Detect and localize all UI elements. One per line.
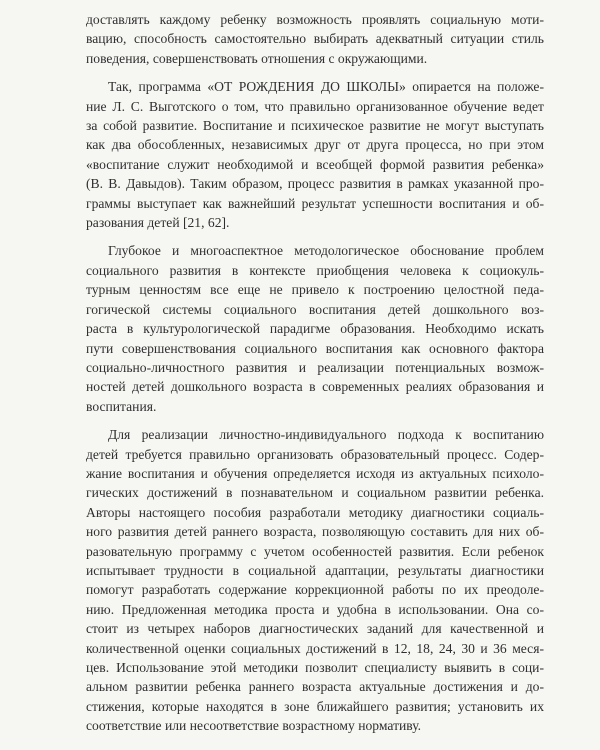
text-line: как два обособленных, независимых друг от друга процесса, но при этом xyxy=(86,137,544,153)
text-line: нию. Предложенная методика проста и удобна в использовании. Она со- xyxy=(86,601,544,617)
text-line: гогической системы социального воспитания детей дошкольного воз- xyxy=(86,301,544,317)
paragraph-3 xyxy=(86,241,544,416)
text-line: ние Л. С. Выготского о том, что правильно организованное обучение ведет xyxy=(86,98,544,114)
text-line: альном развитии ребенка раннего возраста актуальные достижения и до- xyxy=(86,679,544,695)
text-line: ностей детей дошкольного возраста в современных реалиях образования и xyxy=(86,379,544,395)
text-line: социального развития в контексте приобщения человека к социокуль- xyxy=(86,262,544,278)
text-line: турным ценностям все еще не привело к построению целостной педа- xyxy=(86,282,544,298)
text-line: раста в культурологической парадигме образования. Необходимо искать xyxy=(86,321,544,337)
text-line: доставлять каждому ребенку возможность проявлять социальную моти- xyxy=(86,12,544,27)
text-line: вацию, способность самостоятельно выбирать адекватный ситуации стиль xyxy=(86,31,544,47)
text-line: стижения, которые находятся в зоне ближайшего развития; установить их xyxy=(86,698,544,714)
text-line: Для реализации личностно-индивидуального подхода к воспитанию xyxy=(108,427,544,443)
paragraph-2 xyxy=(86,77,544,232)
text-line: поведения, совершенствовать отношения с окружающими. xyxy=(86,50,428,66)
text-line: Авторы настоящего пособия разработали методику диагностики социаль- xyxy=(86,504,544,520)
text-line: помогут разработать содержание коррекционной работы по их преодоле- xyxy=(86,582,544,598)
text-line: разования детей [21, 62]. xyxy=(86,215,230,231)
text-line: воспитания. xyxy=(86,398,157,414)
text-line: разовательную программу с учетом особенностей развития. Если ребенок xyxy=(86,543,544,559)
text-line: испытывает трудности в социальной адаптации, результаты диагностики xyxy=(86,562,544,578)
text-line: Так, программа «ОТ РОЖДЕНИЯ ДО ШКОЛЫ» опирается на положе- xyxy=(108,79,544,95)
body-text xyxy=(86,10,544,745)
text-line: цев. Использование этой методики позволит специалисту выявить в соци- xyxy=(86,660,544,675)
text-line: (В. В. Давыдов). Таким образом, процесс развития в рамках указанной про- xyxy=(86,176,544,192)
text-line: детей требуется правильно организовать образовательный процесс. Содер- xyxy=(86,446,544,462)
text-line: стоит из четырех наборов диагностических заданий для качественной и xyxy=(86,621,544,637)
paragraph-1 xyxy=(86,10,544,68)
text-line: соответствие или несоответствие возрастному нормативу. xyxy=(86,718,422,734)
text-line: гических достижений в познавательном и социальном развитии ребенка. xyxy=(86,485,544,501)
text-line: количественной оценки социальных достижений в 12, 18, 24, 30 и 36 меся- xyxy=(86,640,544,656)
text-line: пути совершенствования социального воспитания как основного фактора xyxy=(86,340,544,356)
text-line: за собой развитие. Воспитание и психическое развитие не могут выступать xyxy=(86,118,544,134)
paragraph-4 xyxy=(86,425,544,736)
text-line: «воспитание служит необходимой и всеобщей формой развития ребенка» xyxy=(86,156,544,172)
text-line: Глубокое и многоаспектное методологическое обоснование проблем xyxy=(108,243,544,259)
text-line: граммы выступает как важнейший результат успешности воспитания и об- xyxy=(86,195,544,211)
text-line: жание воспитания и обучения определяется исходя из актуальных психоло- xyxy=(86,465,544,481)
text-line: ного развития детей раннего возраста, позволяющую составить для них об- xyxy=(86,524,544,540)
text-line: социально-личностного развития и реализации потенциальных возмож- xyxy=(86,359,544,375)
